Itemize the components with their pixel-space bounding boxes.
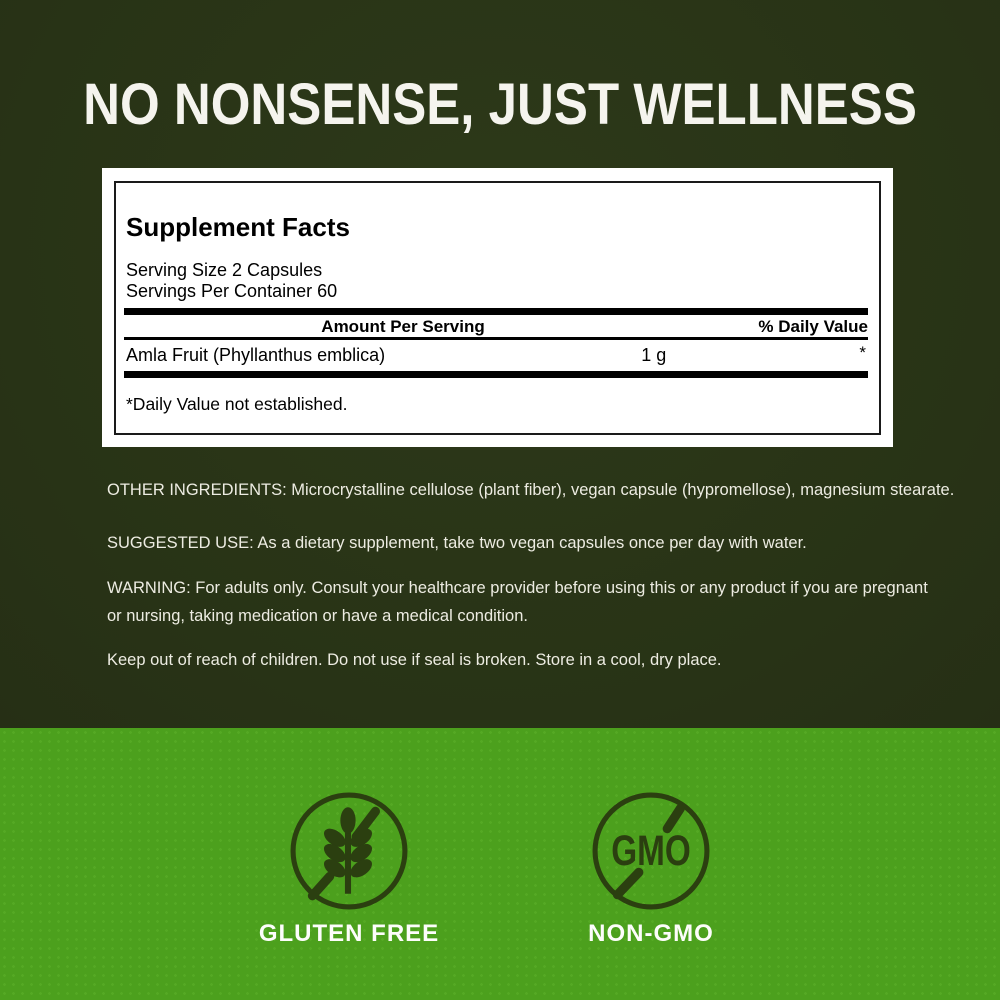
serving-size: Serving Size 2 Capsules — [126, 260, 323, 280]
ingredient-amount: 1 g — [641, 345, 667, 365]
thin-divider — [124, 337, 868, 340]
daily-value-footnote: *Daily Value not established. — [126, 394, 348, 414]
non-gmo-label: NON-GMO — [588, 920, 714, 947]
ingredient-name: Amla Fruit (Phyllanthus emblica) — [126, 345, 386, 365]
headline: NO NONSENSE, JUST WELLNESS — [83, 72, 917, 137]
storage-text: Keep out of reach of children. Do not use if seal is broken. Store in a cool, dry place. — [107, 651, 722, 669]
other-ingredients-text: OTHER INGREDIENTS: Microcrystalline cellulose (plant fiber), vegan capsule (hypromellose), magnesium stearate. — [107, 481, 955, 499]
gluten-free-wheat-icon — [289, 791, 409, 911]
ingredient-row — [124, 345, 868, 365]
gluten-free-label: GLUTEN FREE — [258, 920, 440, 947]
ingredient-daily-value: * — [859, 343, 866, 362]
non-gmo-badge — [556, 791, 746, 948]
suggested-use-text: SUGGESTED USE: As a dietary supplement, take two vegan capsules once per day with water. — [107, 534, 807, 552]
gluten-free-badge — [254, 791, 444, 948]
badges-row — [0, 791, 1000, 948]
warning-text: WARNING: For adults only. Consult your healthcare provider before using this or any product if you are pregnant or nursing, taking medication or have a medical condition. — [107, 579, 928, 625]
thick-divider-bottom — [124, 371, 868, 378]
column-header-amount: Amount Per Serving — [321, 317, 485, 336]
servings-per-container: Servings Per Container 60 — [126, 281, 338, 301]
badges-section — [0, 728, 1000, 1000]
non-gmo-icon — [591, 791, 711, 911]
facts-title: Supplement Facts — [126, 212, 350, 242]
gmo-icon-text: GMO — [611, 827, 691, 876]
thick-divider-top — [124, 308, 868, 315]
facts-header-row — [124, 317, 868, 336]
supplement-facts-panel — [102, 168, 893, 447]
column-header-daily-value: % Daily Value — [758, 317, 868, 336]
